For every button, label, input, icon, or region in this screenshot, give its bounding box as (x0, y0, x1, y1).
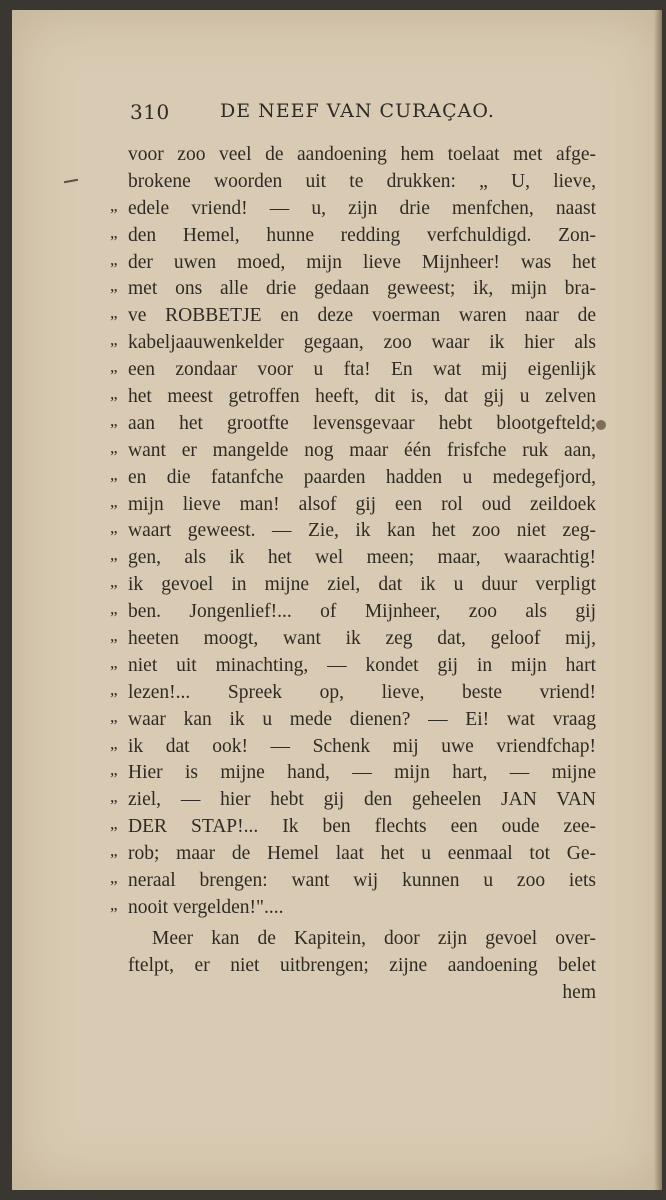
line-text: rob; maar de Hemel laat het u eenmaal tot Ge- (128, 843, 596, 865)
line-text: want er mangelde nog maar één frisfche ruk aan, (128, 439, 596, 461)
line-text: kabeljaauwenkelder gegaan, zoo waar ik hier als (128, 332, 596, 354)
ink-mark (64, 179, 78, 183)
text-line-7 (110, 303, 596, 330)
line-text: met ons alle drie gedaan geweest; ik, mijn bra- (128, 278, 596, 300)
quote-mark: „ (110, 760, 118, 780)
text-line-23 (110, 733, 596, 761)
text-line-9 (110, 357, 596, 384)
line-text: ik gevoel in mijne ziel, dat ik u duur verpligt (128, 574, 596, 596)
line-text: aan het grootfte levensgevaar hebt blootgefteld; (128, 412, 596, 434)
text-line-3 (110, 195, 596, 223)
quote-mark: „ (110, 222, 118, 242)
quote-mark: „ (110, 518, 118, 538)
line-text: niet uit minachting, — kondet gij in mijn hart (128, 654, 596, 676)
line-text: ben. Jongenlief!... of Mijnheer, zoo als gij (128, 601, 596, 623)
text-line-12 (110, 437, 596, 465)
catchword (128, 980, 596, 1007)
quote-mark: „ (110, 599, 118, 619)
text-line-17 (110, 572, 596, 599)
text-line-5 (110, 249, 596, 277)
text-line-14 (110, 491, 596, 519)
line-text: neraal brengen: want wij kunnen u zoo iets (128, 870, 596, 892)
text-line-15 (110, 518, 596, 545)
line-text: mijn lieve man! alsof gij een rol oud zeildoek (128, 493, 596, 515)
quote-mark: „ (110, 814, 118, 834)
line-text: ziel, — hier hebt gij den geheelen JAN VAN (128, 789, 596, 811)
quote-mark: „ (110, 384, 118, 404)
quote-mark: „ (110, 868, 118, 888)
line-text: Hier is mijne hand, — mijn hart, — mijne (128, 762, 596, 784)
text-line-19 (110, 626, 596, 653)
quote-mark: „ (110, 330, 118, 350)
text-line-31 (128, 953, 596, 980)
page-number: 310 (130, 100, 170, 124)
quote-mark: „ (110, 841, 118, 861)
text-line-2 (128, 169, 596, 196)
line-text: het meest getroffen heeft, dit is, dat gij u zelven (128, 386, 596, 408)
line-text: nooit vergelden!".... (128, 896, 284, 918)
text-line-25 (110, 787, 596, 814)
quote-mark: „ (110, 787, 118, 807)
line-text: ik dat ook! — Schenk mij uwe vriendfchap! (128, 735, 596, 757)
quote-mark: „ (110, 491, 118, 511)
quote-mark: „ (110, 410, 118, 430)
running-title: DE NEEF VAN CURAÇAO. (220, 100, 495, 122)
text-line-6 (110, 276, 596, 303)
text-line-16 (110, 545, 596, 572)
text-line-10 (110, 384, 596, 411)
line-text: en die fatanfche paarden hadden u medegefjord, (128, 466, 596, 488)
body-text (110, 142, 596, 1007)
line-text: voor zoo veel de aandoening hem toelaat met afge- (128, 144, 596, 165)
text-line-29 (110, 894, 596, 922)
quote-mark: „ (110, 652, 118, 672)
text-line-28 (110, 868, 596, 895)
text-line-4 (110, 222, 596, 250)
quote-mark: „ (110, 706, 118, 726)
page-header (130, 96, 510, 132)
quote-mark: „ (110, 303, 118, 323)
text-line-22 (110, 706, 596, 734)
text-line-11 (110, 410, 596, 438)
quote-mark: „ (110, 357, 118, 377)
line-text: lezen!... Spreek op, lieve, beste vriend! (128, 681, 596, 703)
line-text: den Hemel, hunne redding verfchuldigd. Zon- (128, 224, 596, 246)
quote-mark: „ (110, 276, 118, 296)
text-line-21 (110, 679, 596, 707)
ink-blot (596, 420, 606, 430)
line-text: een zondaar voor u fta! En wat mij eigenlijk (128, 359, 596, 381)
quote-mark: „ (110, 894, 118, 914)
quote-mark: „ (110, 437, 118, 457)
text-line-8 (110, 330, 596, 357)
quote-mark: „ (110, 733, 118, 753)
quote-mark: „ (110, 679, 118, 699)
quote-mark: „ (110, 195, 118, 215)
text-line-24 (110, 760, 596, 787)
text-line-26 (110, 814, 596, 841)
text-line-18 (110, 599, 596, 626)
line-text: brokene woorden uit te drukken: „ U, lieve, (128, 170, 596, 192)
line-text: DER STAP!... Ik ben flechts een oude zee- (128, 816, 596, 838)
quote-mark: „ (110, 464, 118, 484)
text-line-30 (128, 926, 596, 953)
line-text: waart geweest. — Zie, ik kan het zoo niet zeg- (128, 520, 596, 542)
page-edge-shadow (654, 10, 662, 1190)
quote-mark: „ (110, 545, 118, 565)
line-text: gen, als ik het wel meen; maar, waarachtig! (128, 547, 596, 569)
line-text: ve ROBBETJE en deze voerman waren naar de (128, 305, 596, 327)
text-line-13 (110, 464, 596, 492)
line-text: edele vriend! — u, zijn drie menfchen, naast (128, 197, 596, 219)
line-text: Meer kan de Kapitein, door zijn gevoel over- (152, 927, 596, 949)
quote-mark: „ (110, 249, 118, 269)
line-text: ftelpt, er niet uitbrengen; zijne aandoening belet (128, 954, 596, 976)
catchword-text: hem (562, 981, 596, 1003)
line-text: der uwen moed, mijn lieve Mijnheer! was het (128, 251, 596, 273)
text-line-27 (110, 841, 596, 868)
quote-mark: „ (110, 572, 118, 592)
line-text: waar kan ik u mede dienen? — Ei! wat vraag (128, 708, 596, 730)
text-line-1 (128, 142, 596, 169)
line-text: heeten moogt, want ik zeg dat, geloof mij, (128, 628, 596, 650)
quote-mark: „ (110, 626, 118, 646)
text-line-20 (110, 652, 596, 680)
